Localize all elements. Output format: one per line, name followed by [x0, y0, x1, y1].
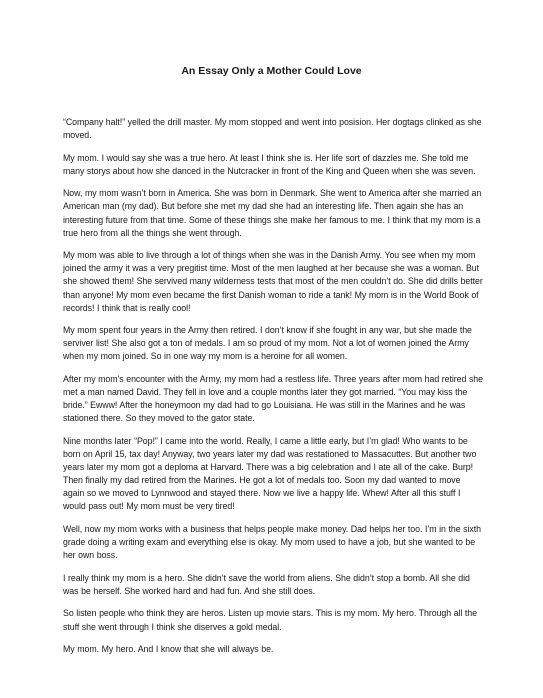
- paragraph: My mom. I would say she was a true hero. At least I think she is. Her life sort of dazzles me. She told me many storys about how she danced in the Nutcracker in front of the King and Queen when she was seven.: [63, 152, 476, 176]
- paragraph: “Company halt!” yelled the drill master. My mom stopped and went into posision. Her dogtags clinked as she moved.: [63, 117, 482, 141]
- paragraph: I really think my mom is a hero. She didn’t save the world from aliens. She didn’t stop a bomb. All she did was be herself. She worked hard and had fun. And she still does.: [63, 572, 470, 596]
- paragraph: My mom. My hero. And I know that she will always be.: [63, 644, 274, 655]
- paragraph: Nine months later “Pop!” I came into the world. Really, I came a little early, but I’m glad! Who wants to be born on April 15, tax day! Anyway, two years later my dad was restationed to Massacuttes. But another two years later my mom got a deploma at Harvard. There was a big celebration and I ate all of the cake. Burp! Then finally my dad retired from the Marines. He got a lot of medals too. Soon my dad wanted to move again so we moved to Lynnwood and stayed there. Now we live a happy life. Whew! After all this stuff I would pass out! My mom must be very tired!: [63, 435, 477, 512]
- paragraph: My mom spent four years in the Army then retired. I don’t know if she fought in any war, but she made the serviver list! She also got a ton of medals. I am so proud of my mom. Not a lot of women joined the Army when my mom joined. So in one way my mom is a heroine for all women.: [63, 325, 472, 362]
- paragraph: Well, now my mom works with a business that helps people make money. Dad helps her too. I’m in the sixth grade doing a writing exam and everything else is okay. My mom used to have a job, but she wanted to be her own boss.: [63, 523, 481, 561]
- paragraph: Now, my mom wasn’t born in America. She was born in Denmark. She went to America after she married an American man (my dad). But before she met my dad she had an interesting life. Then again she has an interesting future from that time. Some of these things she make her famous to me. I think that my mom is a true hero from all the things she went through.: [63, 188, 482, 238]
- paragraph: After my mom’s encounter with the Army, my mom had a restless life. Three years after mom had retired she met a man named David. They fell in love and a couple months later they got married. “You may kiss the bride.” Ewww! After the honeymoon my dad had to go Louisiana. He was still in the Marines and he was stationed there. So they moved to the gator state.: [63, 374, 483, 424]
- document-title: An Essay Only a Mother Could Love: [181, 65, 362, 77]
- paragraph: So listen people who think they are heros. Listen up movie stars. This is my mom. My hero. Through all the stuff she went through I think she diserves a gold medal.: [63, 608, 477, 632]
- document-body: [63, 116, 483, 666]
- paragraph: My mom was able to live through a lot of things when she was in the Danish Army. You see when my mom joined the army it was a very pregitist time. Most of the men laughed at her because she was a woman. But she showed them! She servived many wilderness tests that most of the men couldn’t do. She did drills better than anyone! My mom even became the first Danish woman to ride a tank! My mom is in the World Book of records! I think that is really cool!: [63, 250, 483, 313]
